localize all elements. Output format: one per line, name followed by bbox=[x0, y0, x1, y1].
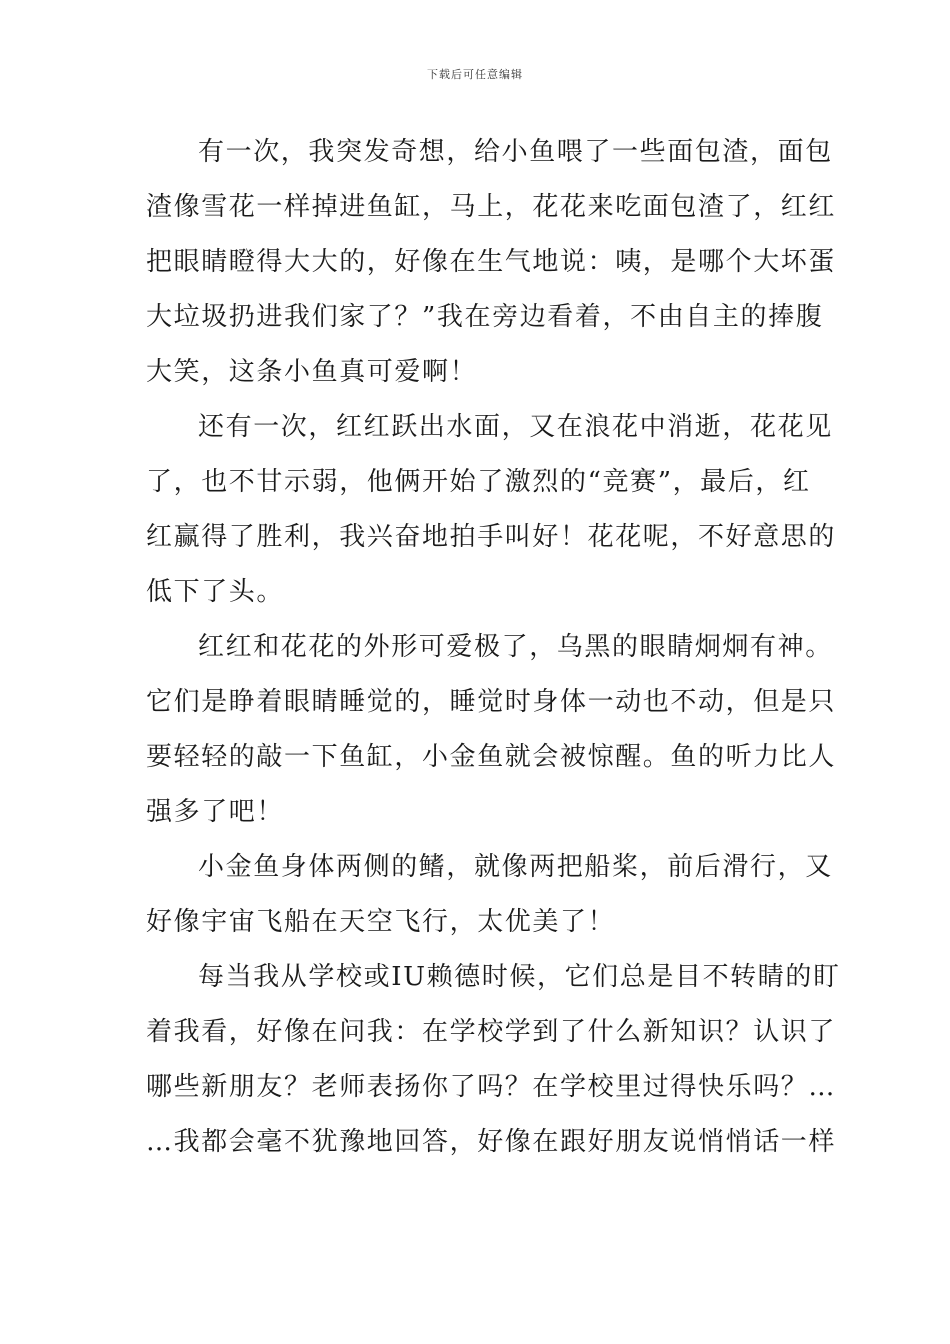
text-line: 好像宇宙飞船在天空飞行，太优美了！ bbox=[146, 907, 616, 937]
text-line: 它们是睁着眼睛睡觉的，睡觉时身体一动也不动，但是只 bbox=[146, 687, 837, 717]
text-line: 有一次，我突发奇想，给小鱼喂了一些面包渣，面包 bbox=[198, 137, 833, 167]
text-line: 红赢得了胜利，我兴奋地拍手叫好！花花呢，不好意思的 bbox=[146, 522, 837, 552]
text-line: 还有一次，红红跃出水面，又在浪花中消逝，花花见 bbox=[198, 412, 833, 442]
text-line: 每当我从学校或IU赖德时候，它们总是目不转睛的盯 bbox=[198, 962, 841, 992]
text-line: 把眼睛瞪得大大的，好像在生气地说：咦，是哪个大坏蛋 bbox=[146, 247, 837, 277]
paragraph bbox=[146, 400, 837, 620]
text-line: 着我看，好像在问我：在学校学到了什么新知识？认识了 bbox=[146, 1017, 837, 1047]
text-line: …我都会毫不犹豫地回答，好像在跟好朋友说悄悄话一样 bbox=[146, 1127, 837, 1157]
text-line: 要轻轻的敲一下鱼缸，小金鱼就会被惊醒。鱼的听力比人 bbox=[146, 742, 837, 772]
text-line: 了，也不甘示弱，他俩开始了激烈的“竞赛”，最后，红 bbox=[146, 467, 811, 497]
text-line: 大笑，这条小鱼真可爱啊！ bbox=[146, 357, 478, 387]
document-body bbox=[146, 125, 841, 1170]
paragraph bbox=[146, 950, 841, 1170]
paragraph bbox=[146, 125, 837, 400]
text-line: 渣像雪花一样掉进鱼缸，马上，花花来吃面包渣了，红红 bbox=[146, 192, 837, 222]
text-line: 大垃圾扔进我们家了？”我在旁边看着，不由自主的捧腹 bbox=[146, 302, 824, 332]
page-header: 下载后可任意编辑 bbox=[427, 68, 523, 81]
text-line: 红红和花花的外形可爱极了，乌黑的眼睛炯炯有神。 bbox=[198, 632, 833, 662]
text-line: 低下了头。 bbox=[146, 577, 285, 607]
paragraph bbox=[146, 840, 833, 950]
text-line: 小金鱼身体两侧的鳍，就像两把船桨，前后滑行，又 bbox=[198, 852, 833, 882]
text-line: 强多了吧！ bbox=[146, 797, 285, 827]
text-line: 哪些新朋友？老师表扬你了吗？在学校里过得快乐吗？… bbox=[146, 1072, 837, 1102]
paragraph bbox=[146, 620, 837, 840]
